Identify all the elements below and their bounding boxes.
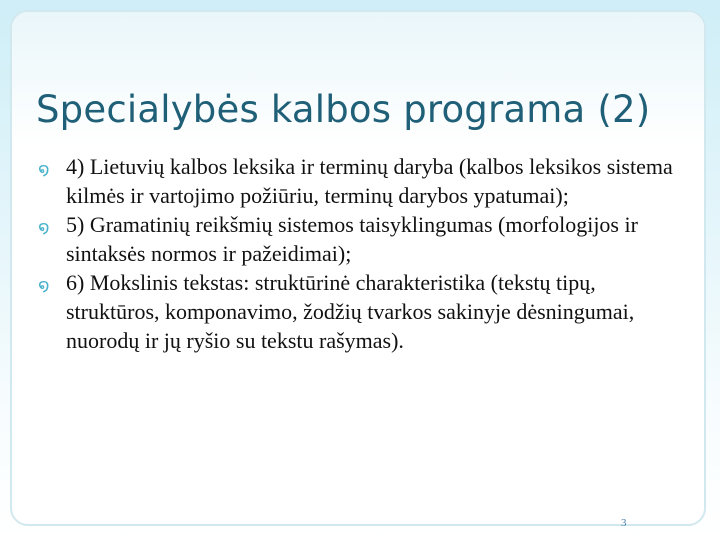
- bullet-item-3: [38, 268, 688, 355]
- bullet-item-1: [38, 152, 688, 210]
- page-number: 3: [621, 517, 627, 529]
- bullet-item-2: [38, 210, 688, 268]
- bullet-text-2: 5) Gramatinių reikšmių sistemos taisyklingumas (morfologijos ir sintaksės normos ir pažeidimai);: [66, 212, 638, 266]
- bullet-text-3: 6) Mokslinis tekstas: struktūrinė charakteristika (tekstų tipų, struktūros, komponavimo, žodžių tvarkos sakinyje dėsningumai, nuorodų ir jų ryšio su tekstu rašymas).: [66, 270, 635, 353]
- bullet-text-1: 4) Lietuvių kalbos leksika ir terminų daryba (kalbos leksikos sistema kilmės ir vartojimo požiūriu, terminų darybos ypatumai);: [66, 154, 673, 208]
- swirl-bullet-icon: ໑: [38, 159, 50, 180]
- bullet-list: [38, 152, 688, 355]
- swirl-bullet-icon: ໑: [38, 217, 50, 238]
- slide-title: Specialybės kalbos programa (2): [36, 88, 651, 131]
- swirl-bullet-icon: ໑: [38, 275, 50, 296]
